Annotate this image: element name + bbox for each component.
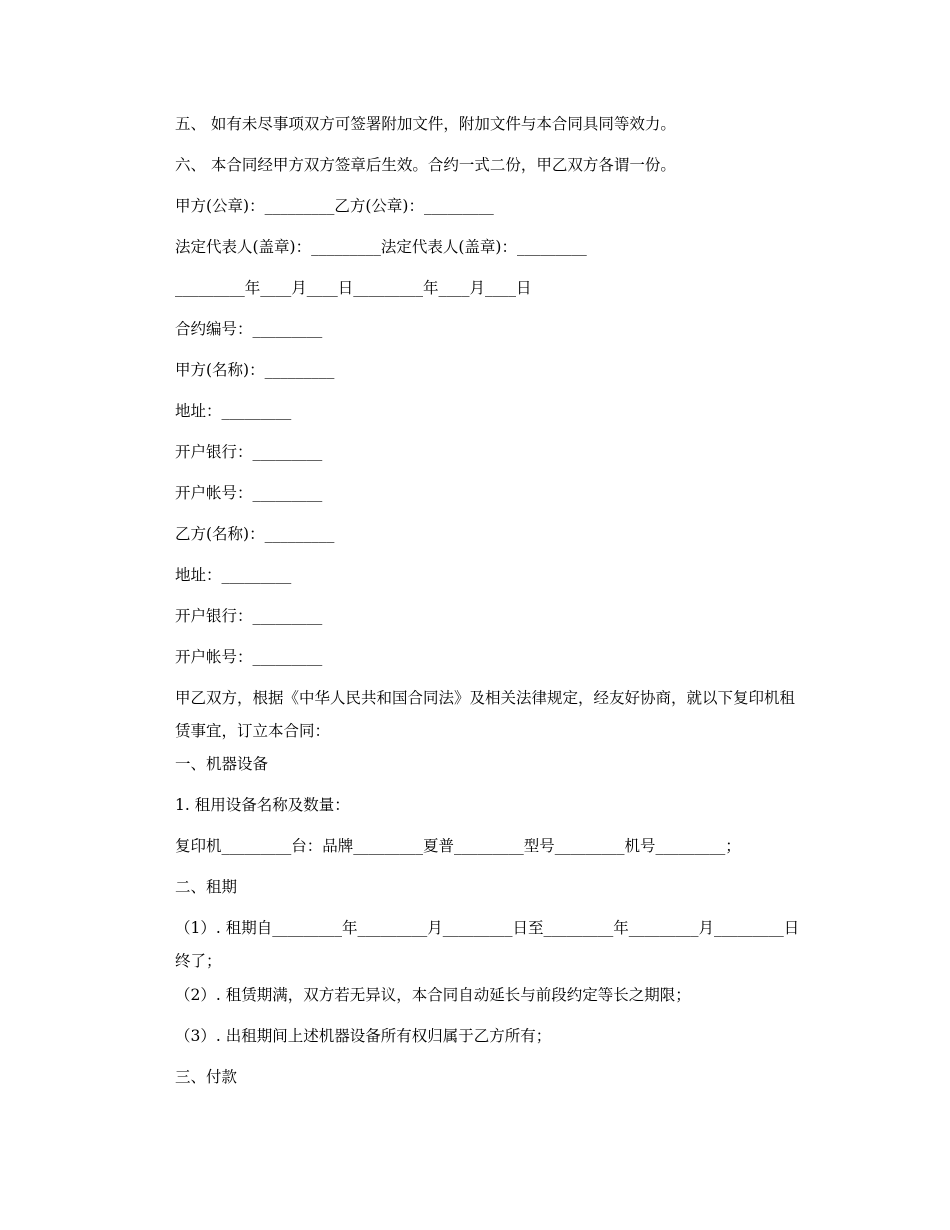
party-a-bank-line: 开户银行：_________: [175, 443, 323, 461]
party-a-account-line: 开户帐号：_________: [175, 484, 323, 502]
copier-details-line: 复印机_________台：品牌_________夏普_________型号_________机号_________；: [175, 837, 741, 855]
party-a-name-line: 甲方(名称)：_________: [175, 361, 335, 379]
lease-term-clause-1: （1）. 租期自_________年_________月_________日至_________年_________月_________日终了；: [175, 919, 800, 970]
lease-term-clause-3: （3）. 出租期间上述机器设备所有权归属于乙方所有；: [175, 1027, 552, 1045]
clause-six: 六、 本合同经甲方双方签章后生效。合约一式二份，甲乙双方各谓一份。: [175, 156, 676, 174]
party-b-bank-line: 开户银行：_________: [175, 607, 323, 625]
contract-number-line: 合约编号：_________: [175, 320, 323, 338]
party-b-address-line: 地址：_________: [175, 566, 292, 584]
equipment-name-quantity: 1. 租用设备名称及数量：: [175, 796, 350, 814]
lease-term-clause-2: （2）. 租赁期满，双方若无异议，本合同自动延长与前段约定等长之期限；: [175, 986, 691, 1004]
preamble-paragraph: 甲乙双方，根据《中华人民共和国合同法》及相关法律规定，经友好协商，就以下复印机租赁事宜，订立本合同：: [175, 689, 796, 740]
party-a-b-seal-line: 甲方(公章)：_________乙方(公章)：_________: [175, 197, 494, 215]
date-line: _________年____月____日_________年____月____日: [175, 279, 532, 297]
party-b-name-line: 乙方(名称)：_________: [175, 525, 335, 543]
section-one-heading: 一、机器设备: [175, 755, 269, 773]
legal-representative-line: 法定代表人(盖章)：_________法定代表人(盖章)：_________: [175, 238, 587, 256]
party-a-address-line: 地址：_________: [175, 402, 292, 420]
clause-five: 五、 如有未尽事项双方可签署附加文件，附加文件与本合同具同等效力。: [175, 115, 676, 133]
section-two-heading: 二、租期: [175, 878, 238, 896]
party-b-account-line: 开户帐号：_________: [175, 648, 323, 666]
section-three-heading: 三、付款: [175, 1068, 238, 1086]
